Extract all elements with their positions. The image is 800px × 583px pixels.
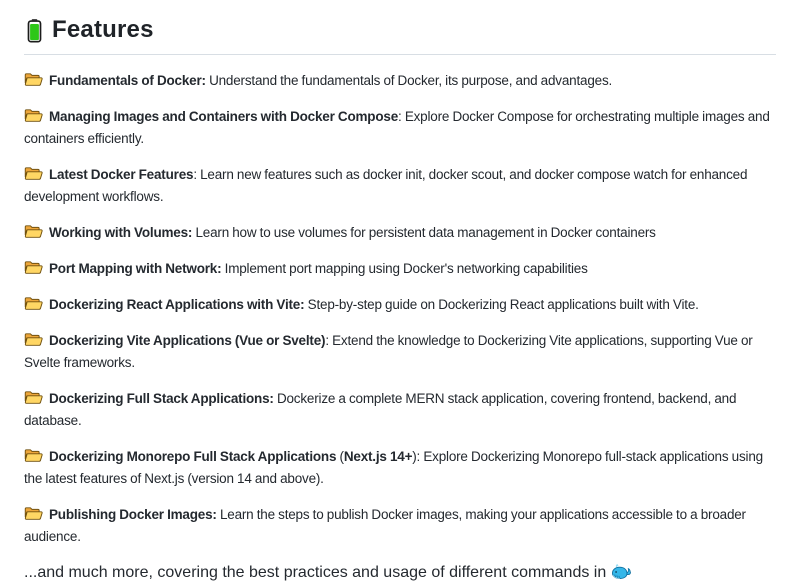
feature-description: : Learn new features such as docker init, docker scout, and docker compose watch for enhanced development workflows. — [24, 167, 748, 204]
feature-text — [24, 109, 770, 146]
open-folder-icon — [24, 166, 43, 181]
feature-title: Managing Images and Containers with Docker Compose — [49, 109, 399, 124]
feature-title: Working with Volumes: — [49, 225, 193, 240]
feature-item — [24, 70, 776, 92]
open-folder-icon — [24, 390, 43, 405]
features-list — [24, 55, 776, 548]
open-folder-icon — [24, 506, 43, 521]
feature-text — [49, 297, 699, 312]
feature-item — [24, 258, 776, 280]
feature-title: Dockerizing React Applications with Vite: — [49, 297, 305, 312]
feature-item — [24, 504, 776, 548]
feature-item — [24, 164, 776, 208]
feature-title: Dockerizing Full Stack Applications: — [49, 391, 274, 406]
closing-note — [24, 564, 776, 582]
feature-description: Learn how to use volumes for persistent data management in Docker containers — [192, 225, 656, 240]
feature-item — [24, 330, 776, 374]
feature-title: Publishing Docker Images: — [49, 507, 217, 522]
feature-text — [49, 73, 612, 88]
feature-description: ): Explore Dockerizing Monorepo full-stack applications using the latest features of Next.js (version 14 and above). — [24, 449, 763, 486]
open-folder-icon — [24, 260, 43, 275]
closing-text: ...and much more, covering the best practices and usage of different commands in — [24, 564, 607, 581]
feature-text — [24, 167, 747, 204]
feature-description: Implement port mapping using Docker's networking capabilities — [221, 261, 588, 276]
feature-title: Dockerizing Vite Applications (Vue or Svelte) — [49, 333, 326, 348]
feature-description: : Explore Docker Compose for orchestrating multiple images and containers efficiently. — [24, 109, 770, 146]
feature-item — [24, 294, 776, 316]
feature-text — [24, 449, 763, 486]
feature-description: Learn the steps to publish Docker images, making your applications accessible to a broader audience. — [24, 507, 746, 544]
open-folder-icon — [24, 224, 43, 239]
feature-description: : Extend the knowledge to Dockerizing Vite applications, supporting Vue or Svelte frameworks. — [24, 333, 753, 370]
feature-item — [24, 222, 776, 244]
page-title — [24, 12, 776, 55]
open-folder-icon — [24, 332, 43, 347]
feature-title: Port Mapping with Network: — [49, 261, 222, 276]
feature-title: Latest Docker Features — [49, 167, 194, 182]
open-folder-icon — [24, 72, 43, 87]
feature-title: Fundamentals of Docker: — [49, 73, 206, 88]
whale-icon — [611, 564, 631, 581]
feature-description: Dockerize a complete MERN stack application, covering frontend, backend, and database. — [24, 391, 737, 428]
feature-description: Step-by-step guide on Dockerizing React applications built with Vite. — [304, 297, 699, 312]
feature-description: ( — [336, 449, 344, 464]
feature-item — [24, 106, 776, 150]
feature-description: Understand the fundamentals of Docker, its purpose, and advantages. — [205, 73, 613, 88]
page-title-text: Features — [52, 16, 154, 43]
feature-title: Next.js 14+ — [343, 449, 413, 464]
open-folder-icon — [24, 108, 43, 123]
feature-text — [49, 261, 588, 276]
feature-text — [49, 225, 656, 240]
feature-text — [24, 333, 753, 370]
battery-icon — [27, 18, 42, 43]
feature-title: Dockerizing Monorepo Full Stack Applications — [49, 449, 337, 464]
feature-text — [24, 507, 746, 544]
open-folder-icon — [24, 296, 43, 311]
feature-item — [24, 388, 776, 432]
feature-item — [24, 446, 776, 490]
open-folder-icon — [24, 448, 43, 463]
feature-text — [24, 391, 736, 428]
